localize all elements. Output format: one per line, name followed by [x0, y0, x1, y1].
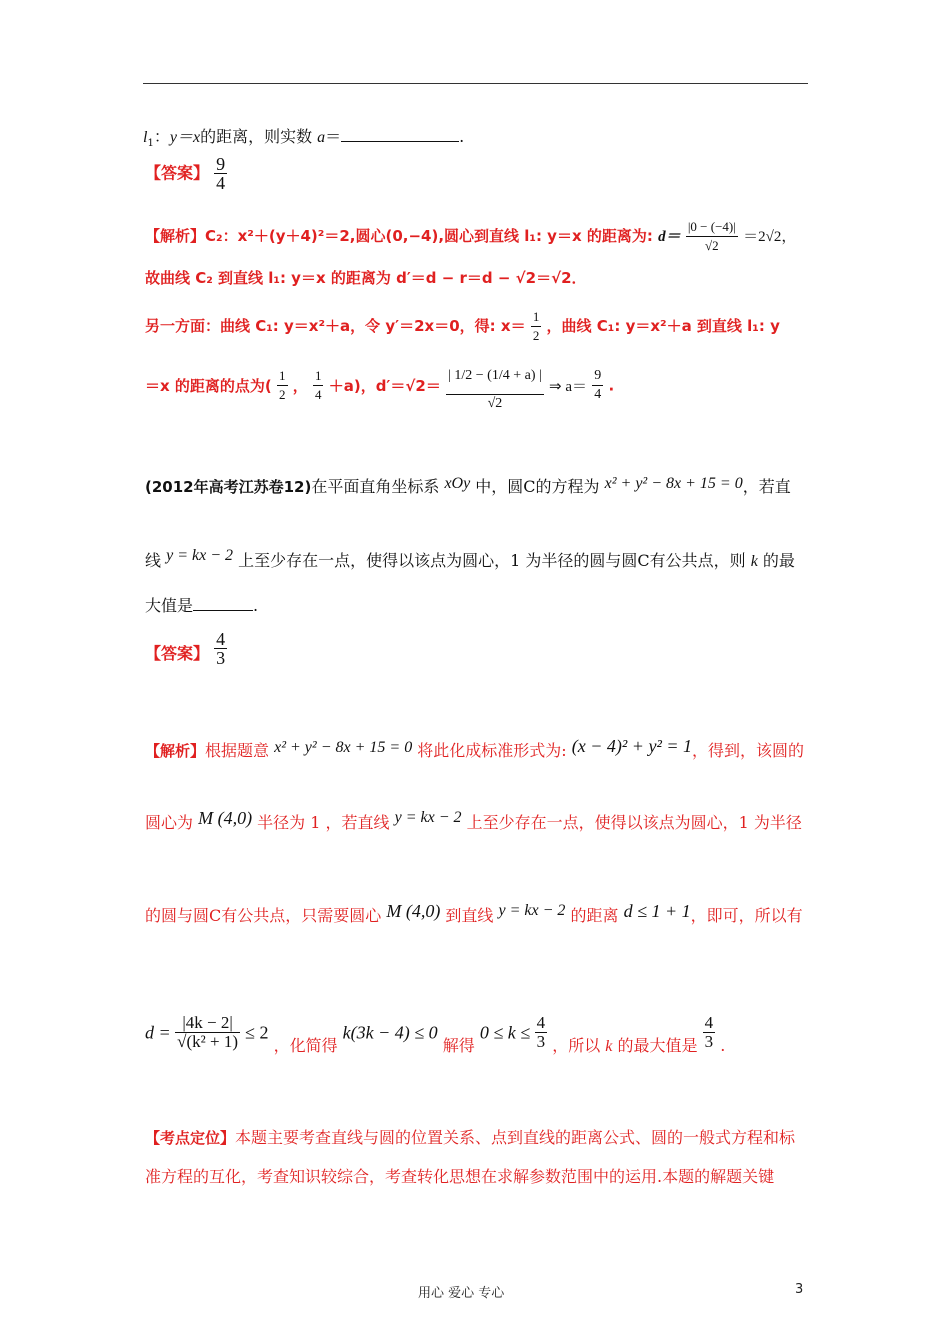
solution-1-line-3: 另一方面：曲线 C₁: y＝x²＋a，令 y′＝2x＝0，得: x＝ $\frac{1}{2}$ ，曲线 C₁: y＝x²＋a 到直线 l₁: y: [145, 309, 780, 343]
question-2-line-2: 线 y = kx − 2 上至少存在一点，使得以该点为圆心，1 为半径的圆与圆C有公共点，则 k 的最: [145, 547, 795, 570]
footer-slogan: 用心 爱心 专心: [418, 1286, 505, 1301]
solution-2-line-1: 【解析】根据题意 x² + y² − 8x + 15 = 0 将此化成标准形式为: (x − 4)² + y² = 1，得到，该圆的: [145, 736, 804, 760]
solution-1-line-1: 【解析】C₂：x²＋(y＋4)²＝2,圆心(0,−4),圆心到直线 l₁: y＝x 的距离为: d＝ $\frac{|0 - (-4)|}{√2}$ ＝2√2，: [145, 219, 797, 253]
question-2-line-1: (2012年高考江苏卷12)在平面直角坐标系 xOy 中，圆C的方程为 x² + y² − 8x + 15 = 0，若直: [145, 475, 791, 496]
key-point-line-2: 准方程的互化，考查知识较综合，考查转化思想在求解参数范围中的运用.本题的解题关键: [145, 1167, 775, 1186]
page-number: 3: [795, 1282, 804, 1297]
answer-2: 【答案】 $\frac{4}{3}$: [145, 629, 226, 668]
solution-1-line-4: ＝x 的距离的点为( $\frac{1}{2}$ ， $\frac{1}{4}$ ＋a)，d′＝√2＝ $\frac{| 1/2 - (1/4 + a) |}{√2}$ ⇒ a＝ $\frac{9}{4}$ .: [145, 358, 614, 413]
question-2-line-3: 大值是 .: [145, 596, 259, 615]
key-point-line-1: 【考点定位】本题主要考查直线与圆的位置关系、点到直线的距离公式、圆的一般式方程和标: [145, 1128, 796, 1147]
solution-2-line-4: d = $\frac{|4k - 2|}{\text{√(k² + 1)}}$ ≤ 2 ，化简得 k(3k − 4) ≤ 0 解得 0 ≤ k ≤ $\frac{4}{3}$ ，所以 k 的最大值是 $\frac{4}{3}$ .: [145, 1013, 726, 1055]
solution-2-line-2: 圆心为 M (4,0) 半径为 1 ，若直线 y = kx − 2 上至少存在一点，使得以该点为圆心，1 为半径: [145, 808, 802, 832]
answer-2-fraction: $\frac{4}{3}$: [216, 629, 226, 668]
solution-2-line-3: 的圆与圆C有公共点，只需要圆心 M (4,0) 到直线 y = kx − 2 的距离 d ≤ 1 + 1，即可，所以有: [145, 901, 803, 925]
question-tail-line: $l_1$：y＝x的距离，则实数 a＝ .: [143, 127, 465, 150]
answer-1: 【答案】 $\frac{9}{4}$: [145, 154, 226, 193]
answer-1-fraction: $\frac{9}{4}$: [216, 154, 226, 193]
solution-1-line-2: 故曲线 C₂ 到直线 l₁: y＝x 的距离为 d′＝d − r＝d − √2＝√2．: [145, 269, 587, 287]
header-rule: [143, 83, 808, 84]
